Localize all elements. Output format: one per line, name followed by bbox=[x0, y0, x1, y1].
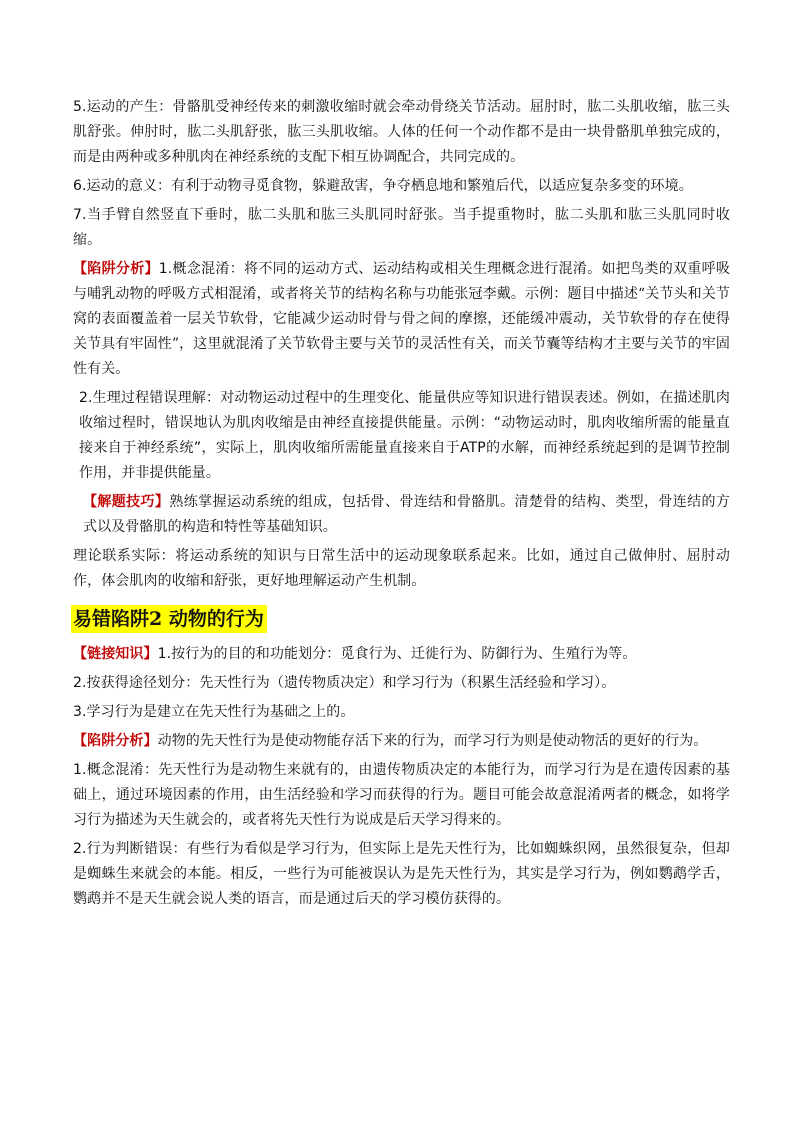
section-header bbox=[71, 604, 730, 634]
trap-analysis-quote: “关节头和关节窝的表面覆盖着一层关节软骨，它能减少运动时骨与骨之间的摩擦，还能缓冲震动，关节软骨的存在使得关节具有牢固性” bbox=[73, 286, 731, 352]
paragraph-behavior-trap-intro bbox=[73, 729, 730, 754]
paragraph-link-knowledge-3: 3.学习行为是建立在先天性行为基础之上的。 bbox=[73, 704, 355, 720]
link-knowledge-text: 1.按行为的目的和功能划分：觅食行为、迁徙行为、防御行为、生殖行为等。 bbox=[157, 646, 637, 662]
paragraph-link-knowledge-2: 2.按获得途径划分：先天性行为（遗传物质决定）和学习行为（积累生活经验和学习）。 bbox=[73, 675, 616, 691]
section-title: 易错陷阱2 动物的行为 bbox=[71, 605, 267, 633]
behavior-trap-intro-text: 动物的先天性行为是使动物能存活下来的行为，而学习行为则是使动物活的更好的行为。 bbox=[157, 733, 708, 749]
paragraph-trap-analysis-2: 2.生理过程错误理解：对动物运动过程中的生理变化、能量供应等知识进行错误表述。例如，在描述肌肉收缩过程时，错误地认为肌肉收缩是由神经直接提供能量。示例：“动物运动时，肌肉收缩所需的能量直接来自于神经系统”，实际上，肌肉收缩所需能量直接来自于ATP的水解，而神经系统起到的是调节控制作用，并非提供能量。 bbox=[79, 390, 730, 481]
link-knowledge-tag: 【链接知识】 bbox=[73, 646, 158, 662]
paragraph-trap-analysis-1 bbox=[73, 257, 730, 382]
trap-analysis-text-b: ，这里就混淆了关节软骨主要与关节的灵活性有关，而关节囊等结构才主要与关节的牢固性有关。 bbox=[73, 336, 730, 377]
trap-analysis-tag: 【陷阱分析】 bbox=[73, 261, 159, 277]
behavior-trap-tag: 【陷阱分析】 bbox=[73, 733, 158, 749]
paragraph-movement-origin: 5.运动的产生：骨骼肌受神经传来的刺激收缩时就会牵动骨绕关节活动。屈肘时，肱二头肌收缩，肱三头肌舒张。伸肘时，肱二头肌舒张，肱三头肌收缩。人体的任何一个动作都不是由一块骨骼肌单独完成的，而是由两种或多种肌肉在神经系统的支配下相互协调配合，共同完成的。 bbox=[73, 99, 730, 165]
solving-tips-tag: 【解题技巧】 bbox=[83, 494, 170, 510]
paragraph-link-knowledge-1 bbox=[73, 642, 730, 667]
paragraph-movement-significance: 6.运动的意义：有利于动物寻觅食物，躲避敌害，争夺栖息地和繁殖后代，以适应复杂多变的环境。 bbox=[73, 178, 693, 194]
paragraph-behavior-trap-1: 1.概念混淆：先天性行为是动物生来就有的，由遗传物质决定的本能行为，而学习行为是在遗传因素的基础上，通过环境因素的作用，由生活经验和学习而获得的行为。题目可能会故意混淆两者的概念，如将学习行为描述为天生就会的，或者将先天性行为说成是后天学习得来的。 bbox=[73, 762, 730, 828]
trap-analysis-text-a: 1.概念混淆：将不同的运动方式、运动结构或相关生理概念进行混淆。如把鸟类的双重呼吸与哺乳动物的呼吸方式相混淆，或者将关节的结构名称与功能张冠李戴。示例：题目中描述 bbox=[73, 261, 730, 302]
paragraph-solving-tips bbox=[73, 490, 730, 540]
paragraph-theory-practice: 理论联系实际：将运动系统的知识与日常生活中的运动现象联系起来。比如，通过自己做伸肘、屈肘动作，体会肌肉的收缩和舒张，更好地理解运动产生机制。 bbox=[73, 548, 730, 589]
paragraph-behavior-trap-2: 2.行为判断错误：有些行为看似是学习行为，但实际上是先天性行为，比如蜘蛛织网，虽然很复杂，但却是蜘蛛生来就会的本能。相反，一些行为可能被误认为是先天性行为，其实是学习行为，例如鹦鹉学舌，鹦鹉并不是天生就会说人类的语言，而是通过后天的学习模仿获得的。 bbox=[73, 841, 730, 907]
paragraph-arm-muscles: 7.当手臂自然竖直下垂时，肱二头肌和肱三头肌同时舒张。当手提重物时，肱二头肌和肱三头肌同时收缩。 bbox=[73, 207, 730, 248]
solving-tips-text: 熟练掌握运动系统的组成，包括骨、骨连结和骨骼肌。清楚骨的结构、类型，骨连结的方式以及骨骼肌的构造和特性等基础知识。 bbox=[83, 494, 730, 535]
